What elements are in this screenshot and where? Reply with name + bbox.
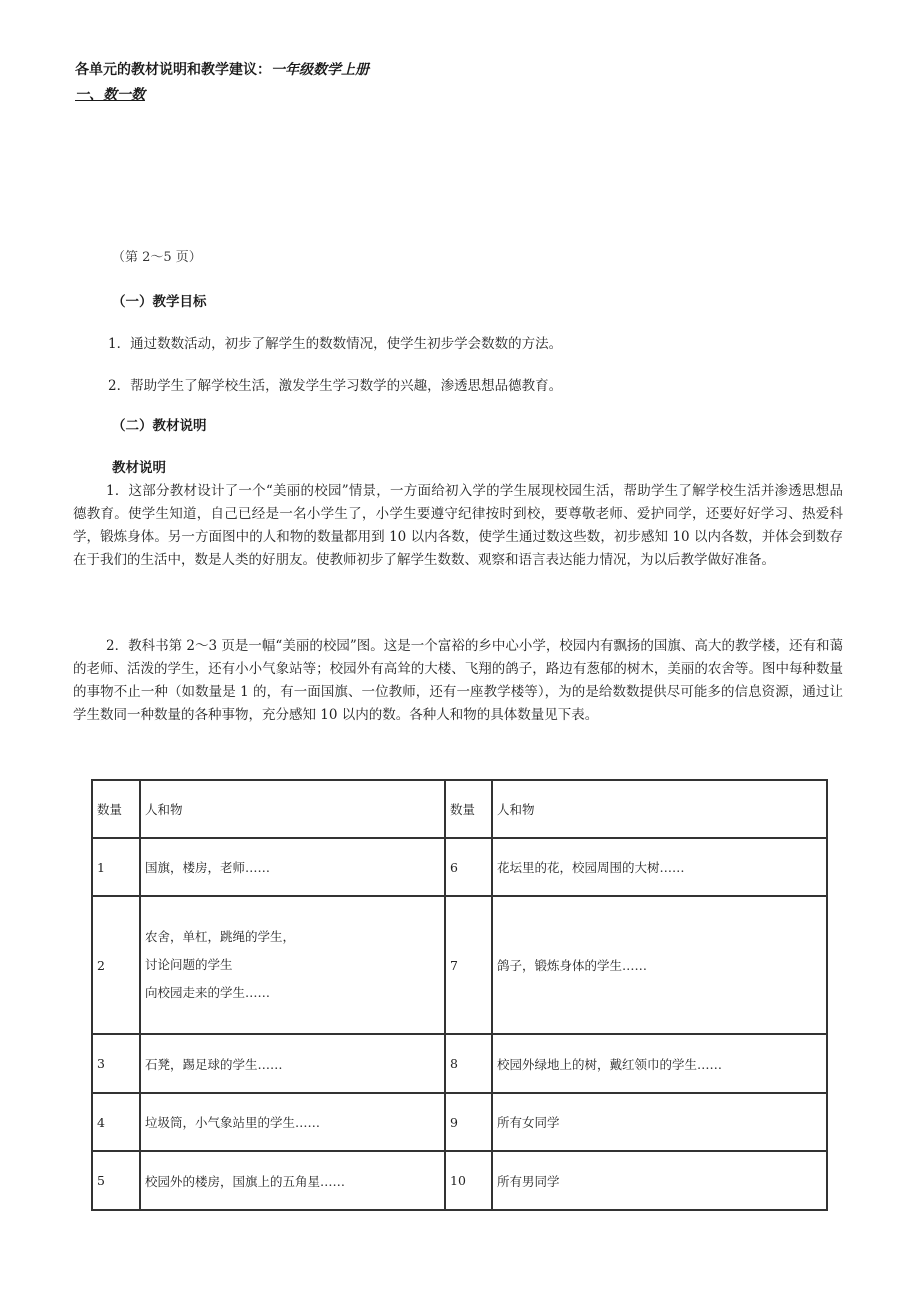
cell-quantity: 8: [445, 1034, 492, 1093]
cell-line: 讨论问题的学生: [145, 957, 233, 972]
unit-title: 一、数一数: [75, 87, 145, 103]
cell-quantity: 5: [92, 1151, 140, 1210]
cell-items: 花坛里的花，校园周围的大树……: [492, 838, 827, 896]
cell-quantity: 1: [92, 838, 140, 896]
page-range: （第 2～5 页）: [112, 250, 202, 265]
cell-quantity: 10: [445, 1151, 492, 1210]
section-heading-materials: （二）教材说明: [112, 418, 207, 434]
cell-items: 石凳，踢足球的学生……: [140, 1034, 445, 1093]
header-quantity-left: 数量: [92, 780, 140, 838]
header-quantity-right: 数量: [445, 780, 492, 838]
table-row: [92, 896, 827, 1034]
cell-quantity: 3: [92, 1034, 140, 1093]
cell-quantity: 2: [92, 896, 140, 1034]
goal-item-2: 2．帮助学生了解学校生活，激发学生学习数学的兴趣，渗透思想品德教育。: [108, 378, 563, 394]
cell-quantity: 9: [445, 1093, 492, 1151]
table-row: [92, 838, 827, 896]
quantity-table: [91, 779, 828, 1211]
cell-items: 鸽子，锻炼身体的学生……: [492, 896, 827, 1034]
subheading-materials: 教材说明: [112, 460, 166, 476]
table-header-row: [92, 780, 827, 838]
paragraph-1: 1．这部分教材设计了一个“美丽的校园”情景，一方面给初入学的学生展现校园生活，帮助学生了解学校生活并渗透思想品德教育。使学生知道，自己已经是一名小学生了，小学生要遵守纪律按时到校，要尊敬老师、爱护同学，还要好好学习、热爱科学，锻炼身体。另一方面图中的人和物的数量都用到 10 以内各数，使学生通过数这些数，初步感知 10 以内各数，并体会到数存在于我们的生活中，数是人类的好朋友。使教师初步了解学生数数、观察和语言表达能力情况，为以后教学做好准备。: [73, 483, 843, 568]
cell-line: 农舍，单杠，跳绳的学生，: [145, 929, 296, 944]
document-title-prefix: 各单元的教材说明和教学建议：: [75, 62, 271, 78]
cell-items: 所有女同学: [492, 1093, 827, 1151]
table-row: [92, 1034, 827, 1093]
cell-quantity: 7: [445, 896, 492, 1034]
header-items-left: 人和物: [140, 780, 445, 838]
cell-line: 向校园走来的学生……: [145, 985, 271, 1000]
cell-items: [140, 896, 445, 1034]
cell-quantity: 4: [92, 1093, 140, 1151]
paragraph-2: 2．教科书第 2～3 页是一幅“美丽的校园”图。这是一个富裕的乡中心小学，校园内有飘扬的国旗、高大的教学楼，还有和蔼的老师、活泼的学生，还有小小气象站等；校园外有高耸的大楼、飞翔的鸽子，路边有葱郁的树木，美丽的农舍等。图中每种数量的事物不止一种（如数量是 1 的，有一面国旗、一位教师，还有一座教学楼等），为的是给数数提供尽可能多的信息资源，通过让学生数同一种数量的各种事物，充分感知 10 以内的数。各种人和物的具体数量见下表。: [73, 638, 843, 723]
table-row: [92, 1093, 827, 1151]
goal-item-1: 1．通过数数活动，初步了解学生的数数情况，使学生初步学会数数的方法。: [108, 336, 563, 352]
table-row: [92, 1151, 827, 1210]
cell-items: 所有男同学: [492, 1151, 827, 1210]
cell-items: 校园外的楼房，国旗上的五角星……: [140, 1151, 445, 1210]
cell-items: 校园外绿地上的树，戴红领巾的学生……: [492, 1034, 827, 1093]
cell-items: 国旗，楼房，老师……: [140, 838, 445, 896]
cell-items: 垃圾筒，小气象站里的学生……: [140, 1093, 445, 1151]
section-heading-goals: （一）教学目标: [112, 294, 207, 310]
document-title: [75, 59, 369, 79]
header-items-right: 人和物: [492, 780, 827, 838]
document-title-grade: 一年级数学上册: [271, 62, 369, 78]
cell-quantity: 6: [445, 838, 492, 896]
